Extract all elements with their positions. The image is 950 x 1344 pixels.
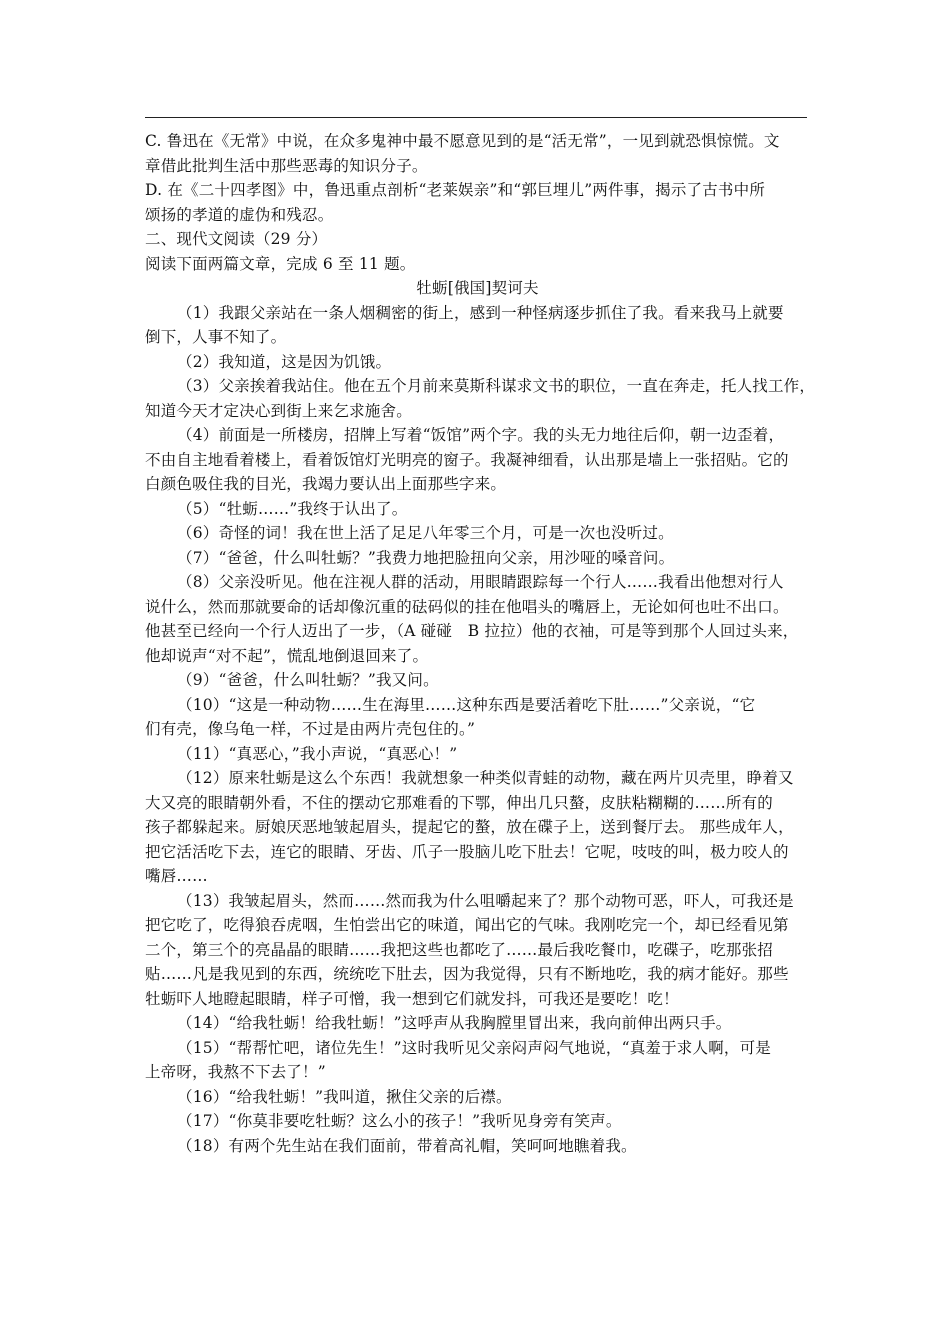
paragraph-line: （17）“你莫非要吃牡蛎？这么小的孩子！”我听见身旁有笑声。 bbox=[177, 1112, 622, 1130]
article-paragraph bbox=[145, 570, 810, 668]
article-paragraph bbox=[145, 766, 810, 889]
document-body bbox=[145, 129, 816, 1158]
paragraph-line: 大又亮的眼睛朝外看，不住的摆动它那难看的下鄂，伸出几只螯，皮肤粘糊糊的……所有的 bbox=[145, 793, 774, 812]
article-paragraph bbox=[145, 889, 810, 1012]
paragraph-line: 贴……凡是我见到的东西，统统吃下肚去，因为我觉得，只有不断地吃，我的病才能好。那些 bbox=[145, 965, 789, 983]
article-paragraph bbox=[145, 497, 810, 522]
paragraph-line: 把它吃了，吃得狼吞虎咽，生怕尝出它的味道，闻出它的气味。我刚吃完一个，却已经看见第 bbox=[145, 916, 789, 934]
paragraph-line: 孩子都躲起来。厨娘厌恶地皱起眉头，提起它的螯，放在碟子上，送到餐厅去。 那些成年人， bbox=[145, 818, 794, 836]
section-heading: 二、现代文阅读（29 分） bbox=[145, 230, 328, 248]
paragraph-line: （18）有两个先生站在我们面前，带着高礼帽，笑呵呵地瞧着我。 bbox=[177, 1136, 637, 1155]
article-paragraphs bbox=[145, 301, 816, 1159]
header-rule bbox=[145, 117, 807, 118]
paragraph-line: （10）“这是一种动物……生在海里……这种东西是要活着吃下肚……”父亲说，“它 bbox=[177, 695, 756, 714]
paragraph-line: （5）“牡蛎……”我终于认出了。 bbox=[177, 499, 408, 518]
paragraph-line: 他却说声“对不起”，慌乱地倒退回来了。 bbox=[145, 646, 429, 665]
article-paragraph bbox=[145, 693, 810, 742]
paragraph-line: 们有壳，像乌龟一样，不过是由两片壳包住的。” bbox=[145, 720, 476, 738]
article-paragraph bbox=[145, 668, 810, 693]
article-paragraph bbox=[145, 350, 810, 375]
paragraph-line: 他甚至已经向一个行人迈出了一步，（A 碰碰 B 拉拉）他的衣袖，可是等到那个人回过头来， bbox=[145, 622, 799, 640]
paragraph-line: （1）我跟父亲站在一条人烟稠密的街上，感到一种怪病逐步抓住了我。看来我马上就要 bbox=[177, 303, 784, 322]
paragraph-line: 二个，第三个的亮晶晶的眼睛……我把这些也都吃了……最后我吃餐巾，吃碟子，吃那张招 bbox=[145, 940, 774, 959]
paragraph-line: （14）“给我牡蛎！给我牡蛎！”这呼声从我胸膛里冒出来，我向前伸出两只手。 bbox=[177, 1014, 732, 1032]
article-paragraph bbox=[145, 374, 816, 423]
option-d-line1: D. 在《二十四孝图》中，鲁迅重点剖析“老莱娱亲”和“郭巨埋儿”两件事，揭示了古书中所 bbox=[145, 181, 766, 199]
article-paragraph bbox=[145, 423, 810, 497]
article-paragraph bbox=[145, 1085, 810, 1110]
paragraph-line: （7）“爸爸，什么叫牡蛎？”我费力地把脸扭向父亲，用沙哑的嗓音问。 bbox=[177, 548, 675, 567]
article-title: 牡蛎[俄国]契诃夫 bbox=[416, 279, 539, 297]
paragraph-line: 把它活活吃下去，连它的眼睛、牙齿、爪子一股脑儿吃下肚去！它呢，吱吱的叫，极力咬人的 bbox=[145, 842, 789, 861]
article-paragraph bbox=[145, 301, 810, 350]
paragraph-line: 不由自主地看着楼上，看着饭馆灯光明亮的窗子。我凝神细看，认出那是墙上一张招贴。它的 bbox=[145, 450, 789, 469]
paragraph-line: （15）“帮帮忙吧，诸位先生！”这时我听见父亲闷声闷气地说，“真羞于求人啊，可是 bbox=[177, 1038, 771, 1057]
article-paragraph bbox=[145, 1109, 810, 1134]
paragraph-line: 牡蛎吓人地瞪起眼睛，样子可憎，我一想到它们就发抖，可我还是要吃！吃！ bbox=[145, 989, 679, 1008]
paragraph-line: （16）“给我牡蛎！”我叫道，揪住父亲的后襟。 bbox=[177, 1087, 512, 1106]
paragraph-line: （11）“真恶心，”我小声说，“真恶心！” bbox=[177, 744, 458, 763]
paragraph-line: （8）父亲没听见。他在注视人群的活动，用眼睛跟踪每一个行人……我看出他想对行人 bbox=[177, 573, 784, 591]
article-paragraph bbox=[145, 521, 810, 546]
option-c-line2: 章借此批判生活中那些恶毒的知识分子。 bbox=[145, 156, 428, 175]
article-paragraph bbox=[145, 546, 810, 571]
option-d-line2: 颂扬的孝道的虚伪和残忍。 bbox=[145, 205, 334, 224]
paragraph-line: （4）前面是一所楼房，招牌上写着“饭馆”两个字。我的头无力地往后仰，朝一边歪着， bbox=[177, 426, 785, 444]
article-paragraph bbox=[145, 1011, 810, 1036]
paragraph-line: （13）我皱起眉头，然而……然而我为什么咀嚼起来了？那个动物可恶，吓人，可我还是 bbox=[177, 891, 794, 910]
paragraph-line: （2）我知道，这是因为饥饿。 bbox=[177, 352, 392, 371]
paragraph-line: （3）父亲挨着我站住。他在五个月前来莫斯科谋求文书的职位，一直在奔走，托人找工作， bbox=[177, 377, 816, 395]
paragraph-line: 上帝呀，我熬不下去了！” bbox=[145, 1063, 326, 1081]
paragraph-line: 倒下，人事不知了。 bbox=[145, 328, 287, 346]
paragraph-line: 嘴唇…… bbox=[145, 867, 208, 885]
article-paragraph bbox=[145, 742, 810, 767]
section-instruction: 阅读下面两篇文章，完成 6 至 11 题。 bbox=[145, 254, 416, 273]
paragraph-line: （12）原来牡蛎是这么个东西！我就想象一种类似青蛙的动物，藏在两片贝壳里，睁着又 bbox=[177, 769, 794, 787]
article-paragraph bbox=[145, 1036, 810, 1085]
paragraph-line: （6）奇怪的词！我在世上活了足足八年零三个月，可是一次也没听过。 bbox=[177, 524, 674, 542]
paragraph-line: （9）“爸爸，什么叫牡蛎？”我又问。 bbox=[177, 671, 439, 689]
paragraph-line: 说什么，然而那就要命的话却像沉重的砝码似的挂在他唱头的嘴唇上，无论如何也吐不出口。 bbox=[145, 597, 789, 616]
article-paragraph bbox=[145, 1134, 810, 1159]
paragraph-line: 白颜色吸住我的目光，我竭力要认出上面那些字来。 bbox=[145, 475, 507, 493]
option-c-line1: C. 鲁迅在《无常》中说，在众多鬼神中最不愿意见到的是“活无常”，一见到就恐惧惊慌。文 bbox=[145, 132, 780, 150]
paragraph-line: 知道今天才定决心到街上来乞求施舍。 bbox=[145, 401, 412, 420]
